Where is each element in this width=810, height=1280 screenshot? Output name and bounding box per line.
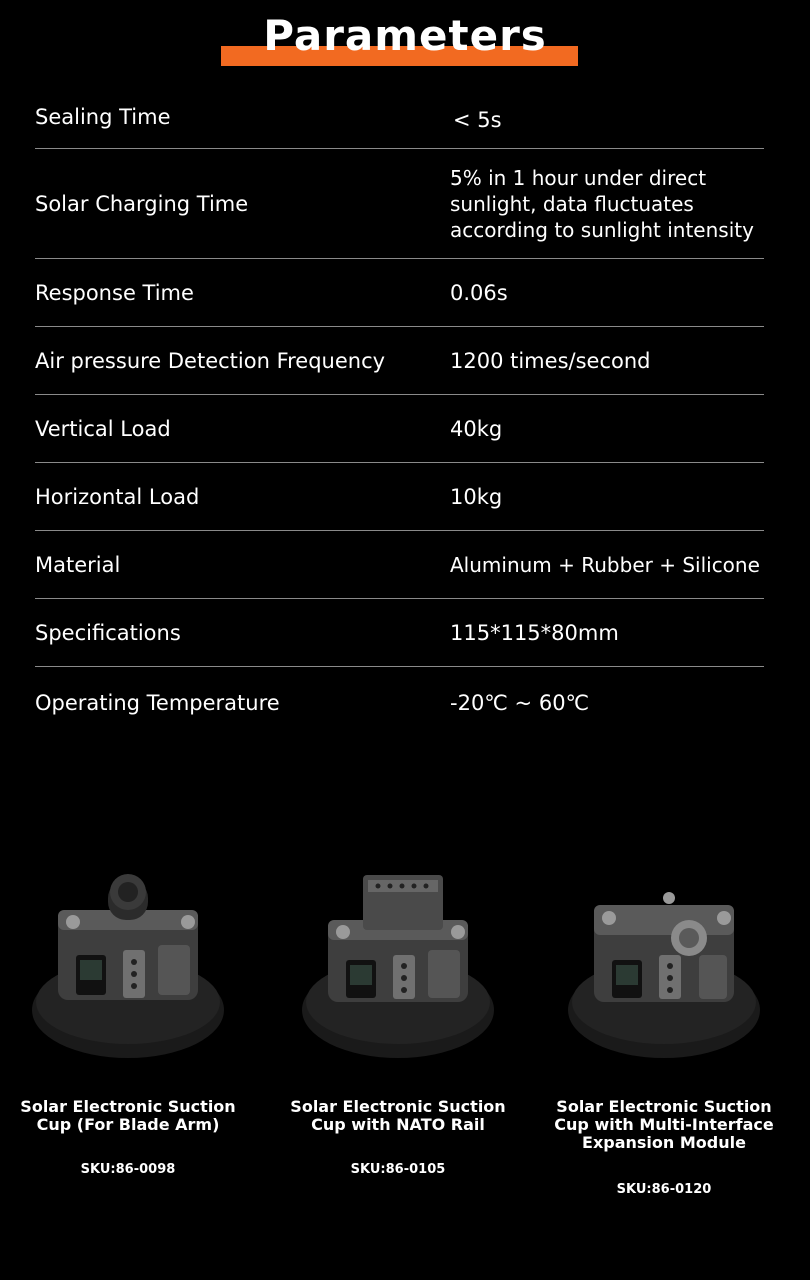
param-row-response-time xyxy=(35,259,764,327)
product-sku: SKU:86-0098 xyxy=(80,1162,176,1177)
param-value: 10kg xyxy=(450,484,503,509)
param-row-sealing-time xyxy=(35,85,764,149)
parameters-table xyxy=(35,85,764,739)
param-row-vertical-load xyxy=(35,395,764,463)
param-value: 0.06s xyxy=(450,280,508,305)
param-label: Operating Temperature xyxy=(35,691,280,715)
param-label: Response Time xyxy=(35,280,194,305)
param-value: 1200 times/second xyxy=(450,348,651,373)
param-value: 5% in 1 hour under direct sunlight, data fluctuates according to sunlight intensity xyxy=(450,165,754,242)
product-card xyxy=(283,850,513,1177)
param-label: Material xyxy=(35,552,121,577)
param-row-air-pressure-frequency xyxy=(35,327,764,395)
param-row-solar-charging-time xyxy=(35,149,764,259)
param-label: Solar Charging Time xyxy=(35,191,249,216)
page-title: Parameters xyxy=(263,11,547,60)
param-value: < 5s xyxy=(453,107,502,132)
page-header xyxy=(0,0,810,70)
param-value: Aluminum + Rubber + Silicone xyxy=(450,552,760,577)
product-card xyxy=(549,850,779,1197)
param-value: 115*115*80mm xyxy=(450,620,619,645)
product-sku: SKU:86-0120 xyxy=(616,1182,712,1197)
param-row-material xyxy=(35,531,764,599)
product-sku: SKU:86-0105 xyxy=(350,1162,446,1177)
param-label: Sealing Time xyxy=(35,104,171,129)
product-gallery xyxy=(0,850,810,1280)
param-value: 40kg xyxy=(450,416,503,441)
param-label: Horizontal Load xyxy=(35,484,200,509)
param-value: -20℃ ~ 60℃ xyxy=(450,691,590,715)
param-label: Specifications xyxy=(35,620,181,645)
product-image xyxy=(298,850,498,1070)
product-name: Solar Electronic Suction Cup with Multi-Interface Expansion Module xyxy=(554,1097,774,1152)
param-row-horizontal-load xyxy=(35,463,764,531)
param-label: Air pressure Detection Frequency xyxy=(35,348,386,373)
product-image xyxy=(28,850,228,1070)
product-name: Solar Electronic Suction Cup (For Blade Arm) xyxy=(20,1097,236,1134)
param-row-specifications xyxy=(35,599,764,667)
product-name: Solar Electronic Suction Cup with NATO Rail xyxy=(290,1097,506,1134)
product-image xyxy=(564,850,764,1070)
param-label: Vertical Load xyxy=(35,416,171,441)
product-card xyxy=(13,850,243,1177)
param-row-operating-temperature xyxy=(35,667,764,739)
